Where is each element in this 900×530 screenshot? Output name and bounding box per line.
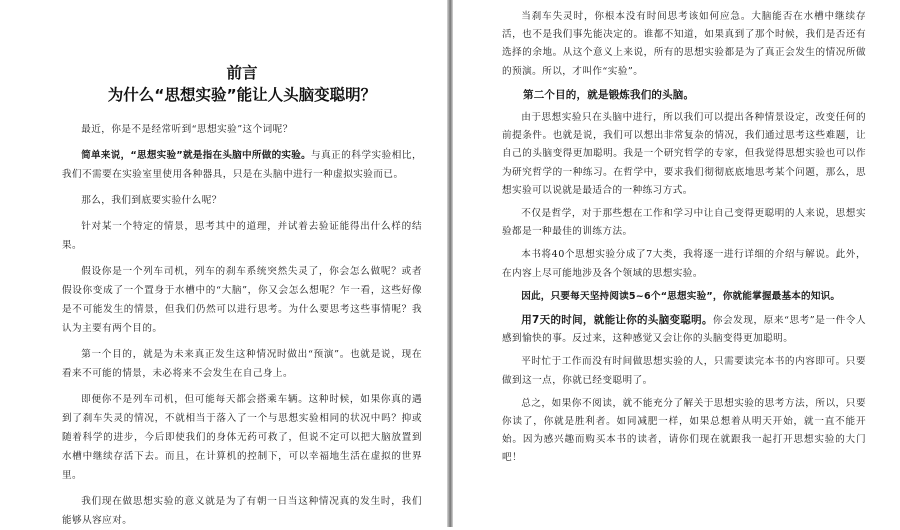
left-paragraph-4: 针对某一个特定的情景，思考其中的道理，并试着去验证能得出什么样的结果。	[62, 221, 422, 251]
right-paragraph-7-emphasis: 用7天的时间，就能让你的头脑变聪明。	[521, 314, 713, 327]
left-paragraph-1: 最近，你是不是经常听到“思想实验”这个词呢？	[81, 124, 293, 135]
right-paragraph-5: 本书将40个思想实验分成了7大类，我将逐一进行详细的介绍与解说。此外，在内容上尽可能地涉及各个领域的思想实验。	[502, 249, 866, 279]
left-paragraph-5: 假设你是一个列车司机，列车的刹车系统突然失灵了，你会怎么做呢？或者假设你变成了一个置身于水槽中的“大脑”，你又会怎么想呢？乍一看，这些好像是不可能发生的情景，但我们仍然可以进行思考。为什么要思考这些事情呢？我认为主要有两个目的。	[62, 266, 422, 334]
right-page	[456, 0, 900, 527]
right-paragraph-8: 平时忙于工作而没有时间做思想实验的人，只需要读完本书的内容即可。只要做到这一点，你就已经变聪明了。	[502, 356, 866, 386]
left-paragraph-2	[62, 146, 422, 184]
right-paragraph-4: 不仅是哲学，对于那些想在工作和学习中让自己变得更聪明的人来说，思想实验都是一种最佳的训练方法。	[502, 208, 866, 238]
right-paragraph-6-emphasis: 只要每天坚持阅读5~6个“思想实验”，你就能掌握最基本的知识。	[550, 290, 841, 302]
right-paragraph-2: 第二个目的，就是锻炼我们的头脑。	[523, 88, 695, 101]
right-paragraph-3: 由于思想实验只在头脑中进行，所以我们可以提出各种情景设定，改变任何的前提条件。也就是说，我们可以想出非常复杂的情况，我们通过思考这些难题，让自己的头脑变得更加聪明。我是一个研究哲学的专家，但我觉得思想实验也可以作为研究哲学的一种练习。在哲学中，要求我们彻彻底底地思考某个问题，那么，思想实验可以说就是最适合的一种练习方式。	[502, 112, 866, 196]
right-paragraph-6-plain: 因此，	[521, 290, 551, 302]
right-paragraph-9: 总之，如果你不阅读，就不能充分了解关于思想实验的思考方法，所以，只要你读了，你就是胜利者。如同减肥一样，如果总想着从明天开始，就一直不能开始。因为感兴趣而购买本书的读者，请你们现在就跟我一起打开思想实验的大门吧！	[502, 397, 866, 464]
right-paragraph-6	[502, 288, 866, 306]
heading-line-2: 为什么“思想实验”能让人头脑变聪明？	[107, 86, 377, 104]
right-paragraph-7	[502, 311, 866, 348]
left-paragraph-3: 那么，我们到底要实验什么呢？	[81, 195, 222, 206]
left-paragraph-2-emphasis: 简单来说，“思想实验”就是指在头脑中所做的实验。	[81, 150, 311, 161]
left-paragraph-6: 第一个目的，就是为未来真正发生这种情况时做出“预演”。也就是说，现在看来不可能的情景，未必将来不会发生在自己身上。	[62, 349, 422, 379]
heading-line-1: 前言	[226, 64, 258, 82]
left-paragraph-2-rest: 与真正的科学实验相比，我们不需要在实验室里使用各种器具，只是在头脑中进行一种虚拟实验而已。	[62, 150, 422, 180]
left-paragraph-8: 我们现在做思想实验的意义就是为了有朝一日当这种情况真的发生时，我们能够从容应对。	[62, 496, 422, 526]
preface-heading	[62, 62, 422, 106]
left-page	[0, 0, 446, 527]
right-paragraph-7-rest: 你会发现，原来“思考”是一件令人感到愉快的事。反过来，这种感觉又会让你的头脑变得更加聪明。	[502, 315, 867, 345]
left-paragraph-7: 即便你不是列车司机，但可能每天都会搭乘车辆。这种时候，如果你真的遇到了刹车失灵的情况，不就相当于落入了一个与思想实验相同的状况中吗？抑或随着科学的进步，今后即使我们的身体无药可救了，但说不定可以把大脑放置到水槽中继续存活下去。而且，在计算机的控制下，可以幸福地生活在虚拟的世界里。	[62, 394, 422, 481]
right-paragraph-1: 当刹车失灵时，你根本没有时间思考该如何应急。大脑能否在水槽中继续存活，也不是我们事先能决定的。谁都不知道，如果真到了那个时候，我们是否还有选择的余地。从这个意义上来说，所有的思想实验都是为了真正会发生的情况所做的预演。所以，才叫作“实验”。	[502, 11, 866, 77]
book-spine-divider	[447, 0, 453, 527]
